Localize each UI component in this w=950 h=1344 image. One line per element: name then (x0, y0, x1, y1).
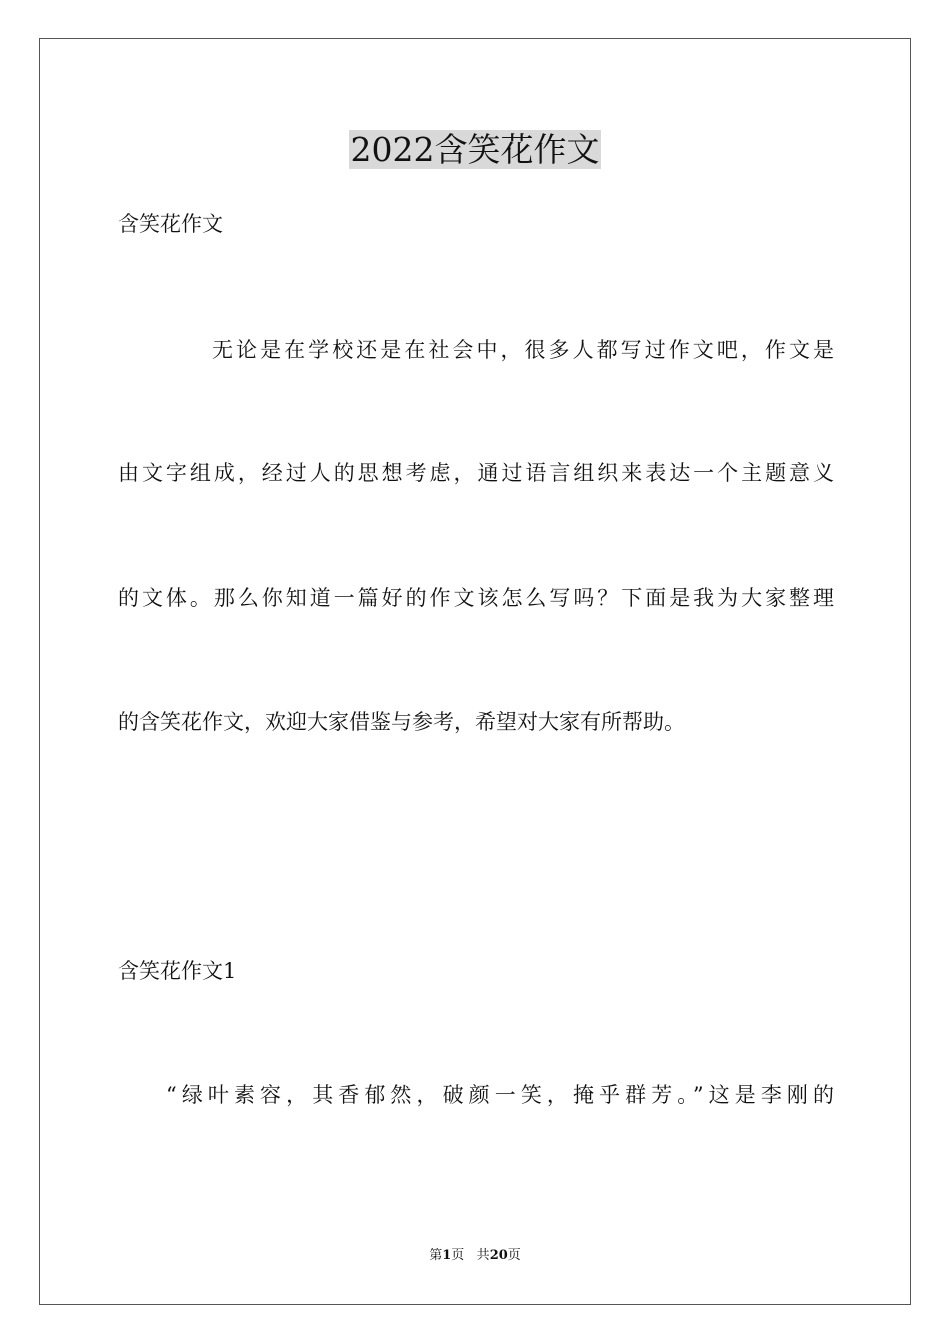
subtitle: 含笑花作文 (118, 212, 223, 236)
page-prefix: 第 (429, 1248, 443, 1263)
paragraph-line: “绿叶素容，其香郁然，破颜一笑，掩乎群芳。”这是李刚的 (166, 1083, 834, 1107)
section-heading: 含笑花作文1 (118, 959, 237, 983)
paragraph-line: 由文字组成，经过人的思想考虑，通过语言组织来表达一个主题意义 (118, 461, 834, 485)
page-number: 1 (442, 1248, 452, 1263)
paragraph-line: 无论是在学校还是在社会中，很多人都写过作文吧，作文是 (212, 338, 834, 362)
total-suffix: 页 (507, 1248, 521, 1263)
paragraph-line: 的含笑花作文，欢迎大家借鉴与参考，希望对大家有所帮助。 (118, 710, 685, 734)
page-footer (0, 1247, 950, 1265)
total-prefix: 共 (476, 1248, 490, 1263)
document-title (0, 128, 950, 172)
paragraph-line: 的文体。那么你知道一篇好的作文该怎么写吗？下面是我为大家整理 (118, 586, 834, 610)
page-suffix: 页 (451, 1248, 465, 1263)
document-title-text: 2022含笑花作文 (350, 130, 600, 169)
total-pages: 20 (489, 1248, 508, 1263)
